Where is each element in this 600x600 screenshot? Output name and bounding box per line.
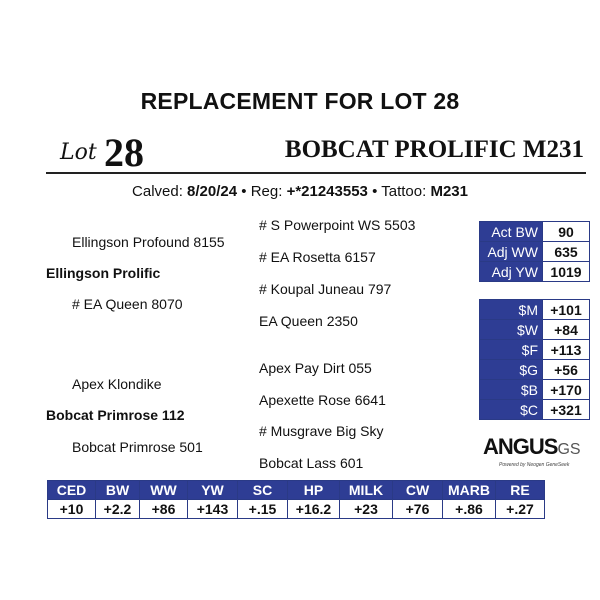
epd-header: BW	[96, 481, 140, 500]
tattoo-value: M231	[430, 183, 468, 200]
pedigree-sire: Ellingson Prolific	[46, 265, 161, 281]
epd-header: YW	[188, 481, 238, 500]
epd-value: +.86	[443, 500, 496, 519]
epd-header: CED	[48, 481, 96, 500]
epd-value: +10	[48, 500, 96, 519]
pedigree-sdd: EA Queen 2350	[259, 313, 358, 329]
logo-word: ANGUS	[483, 434, 558, 459]
sale-headline: REPLACEMENT FOR LOT 28	[140, 88, 460, 114]
pedigree-dss: Apex Pay Dirt 055	[259, 360, 372, 376]
weights-table	[479, 221, 590, 282]
lot-number: 28	[104, 130, 144, 175]
weights-row	[480, 222, 590, 242]
weight-value: 1019	[543, 262, 590, 282]
epd-value: +.15	[238, 500, 288, 519]
registration-line	[0, 183, 600, 200]
epd-value: +2.2	[96, 500, 140, 519]
index-row	[480, 360, 590, 380]
epd-header: SC	[238, 481, 288, 500]
index-value: +321	[543, 400, 590, 420]
separator: •	[241, 183, 247, 200]
epd-header: WW	[140, 481, 188, 500]
tattoo-label: Tattoo:	[381, 183, 427, 200]
index-row	[480, 380, 590, 400]
lot-divider	[46, 172, 586, 174]
index-value: +170	[543, 380, 590, 400]
pedigree-sire-sire: Ellingson Profound 8155	[72, 234, 225, 250]
index-value: +84	[543, 320, 590, 340]
epd-header: MILK	[340, 481, 393, 500]
logo-tagline: Powered by Neogen GeneSeek	[499, 462, 570, 468]
pedigree-dam-sire: Apex Klondike	[72, 376, 162, 392]
index-row	[480, 300, 590, 320]
epd-header: MARB	[443, 481, 496, 500]
logo-suffix: GS	[557, 441, 581, 458]
pedigree-ddd: Bobcat Lass 601	[259, 455, 364, 471]
pedigree-sire-dam: # EA Queen 8070	[72, 296, 183, 312]
pedigree-dsd: Apexette Rose 6641	[259, 392, 386, 408]
epd-header: CW	[393, 481, 443, 500]
pedigree-dam: Bobcat Primrose 112	[46, 407, 185, 423]
animal-name: BOBCAT PROLIFIC M231	[284, 136, 584, 163]
reg-label: Reg:	[250, 183, 283, 200]
index-value: +113	[543, 340, 590, 360]
weight-label: Adj YW	[480, 262, 543, 282]
calved-label: Calved:	[132, 183, 183, 200]
index-label: $B	[480, 380, 543, 400]
index-row	[480, 400, 590, 420]
epd-value: +16.2	[288, 500, 340, 519]
pedigree-ssd: # EA Rosetta 6157	[259, 249, 376, 265]
pedigree-sds: # Koupal Juneau 797	[259, 281, 392, 297]
angus-genomics-logo	[483, 436, 581, 468]
pedigree-dds: # Musgrave Big Sky	[259, 423, 384, 439]
index-label: $F	[480, 340, 543, 360]
index-label: $G	[480, 360, 543, 380]
weight-label: Act BW	[480, 222, 543, 242]
index-table	[479, 299, 590, 420]
weights-row	[480, 262, 590, 282]
index-label: $W	[480, 320, 543, 340]
epd-value-row	[48, 500, 545, 519]
pedigree-sss: # S Powerpoint WS 5503	[259, 217, 416, 233]
index-value: +101	[543, 300, 590, 320]
weight-value: 635	[543, 242, 590, 262]
index-value: +56	[543, 360, 590, 380]
reg-number: +*21243553	[286, 183, 368, 200]
pedigree-dam-dam: Bobcat Primrose 501	[72, 439, 203, 455]
index-row	[480, 320, 590, 340]
weight-label: Adj WW	[480, 242, 543, 262]
epd-value: +86	[140, 500, 188, 519]
epd-value: +76	[393, 500, 443, 519]
epd-header: HP	[288, 481, 340, 500]
epd-value: +143	[188, 500, 238, 519]
weights-row	[480, 242, 590, 262]
index-label: $M	[480, 300, 543, 320]
index-row	[480, 340, 590, 360]
index-label: $C	[480, 400, 543, 420]
lot-label: Lot	[60, 140, 97, 165]
calved-date: 8/20/24	[187, 183, 238, 200]
epd-header-row	[48, 481, 545, 500]
epd-value: +.27	[496, 500, 545, 519]
epd-header: RE	[496, 481, 545, 500]
weight-value: 90	[543, 222, 590, 242]
separator: •	[372, 183, 378, 200]
epd-table	[47, 480, 545, 519]
epd-value: +23	[340, 500, 393, 519]
